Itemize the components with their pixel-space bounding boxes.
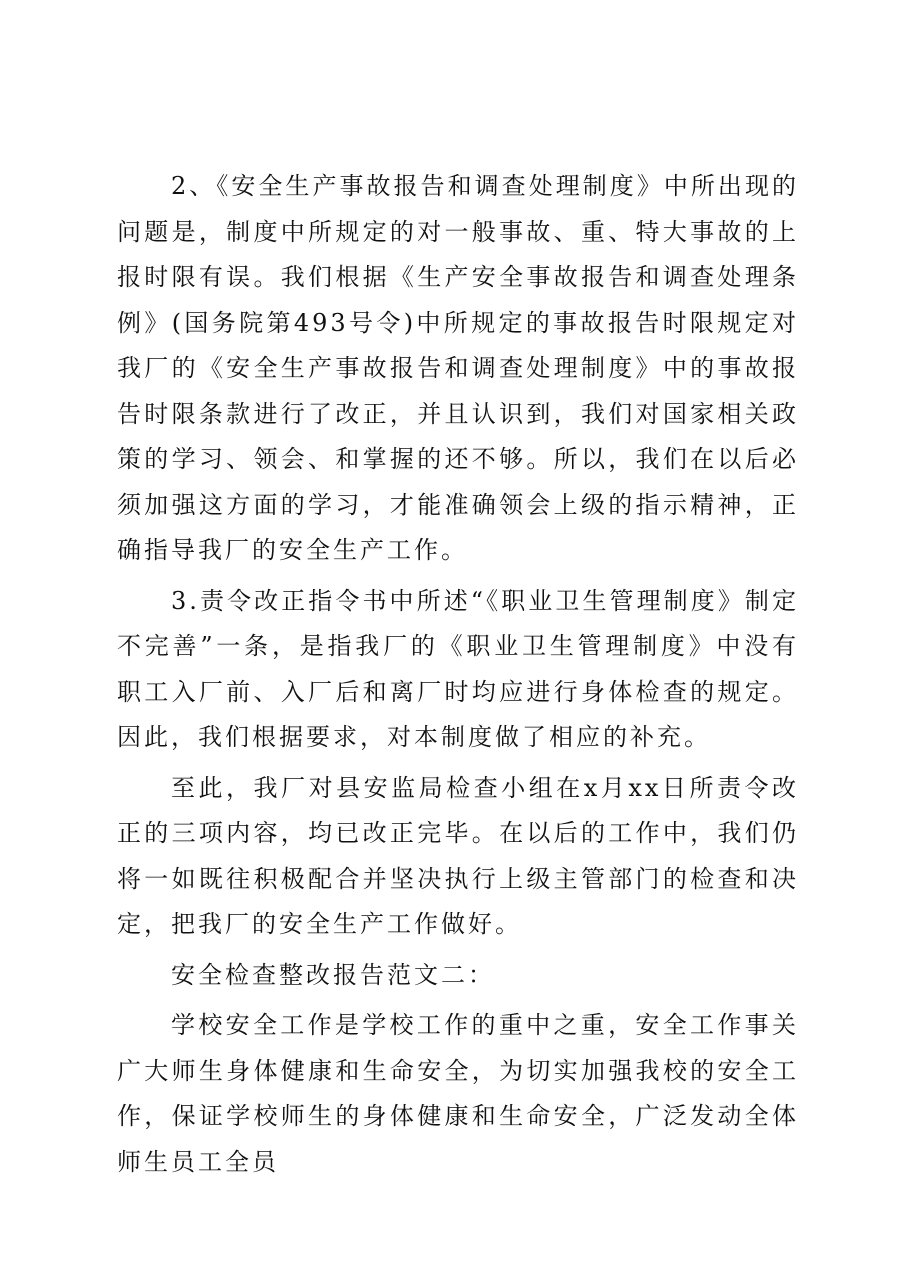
paragraph-item-2-regulation: 2、《安全生产事故报告和调查处理制度》中所出现的问题是，制度中所规定的对一般事故、重、特大事故的上报时限有误。我们根据《生产安全事故报告和调查处理条例》(国务院第493号令)中所规定的事故报告时限规定对我厂的《安全生产事故报告和调查处理制度》中的事故报告时限条款进行了改正，并且认识到，我们对国家相关政策的学习、领会、和掌握的还不够。所以，我们在以后必须加强这方面的学习，才能准确领会上级的指示精神，正确指导我厂的安全生产工作。 bbox=[117, 172, 799, 564]
section-heading-sample-two: 安全检查整改报告范文二： bbox=[171, 960, 495, 989]
paragraph-item-3-occupational-health: 3.责令改正指令书中所述“《职业卫生管理制度》制定不完善”一条，是指我厂的《职业卫生管理制度》中没有职工入厂前、入厂后和离厂时均应进行身体检查的规定。因此，我们根据要求，对本制度做了相应的补充。 bbox=[117, 586, 799, 751]
document-body bbox=[117, 164, 799, 1190]
paragraph-school-safety: 学校安全工作是学校工作的重中之重，安全工作事关广大师生身体健康和生命安全，为切实加强我校的安全工作，保证学校师生的身体健康和生命安全，广泛发动全体师生员工全员 bbox=[117, 1011, 799, 1176]
paragraph-conclusion: 至此，我厂对县安监局检查小组在x月xx日所责令改正的三项内容，均已改正完毕。在以后的工作中，我们仍将一如既往积极配合并坚决执行上级主管部门的检查和决定，把我厂的安全生产工作做好。 bbox=[117, 773, 799, 938]
